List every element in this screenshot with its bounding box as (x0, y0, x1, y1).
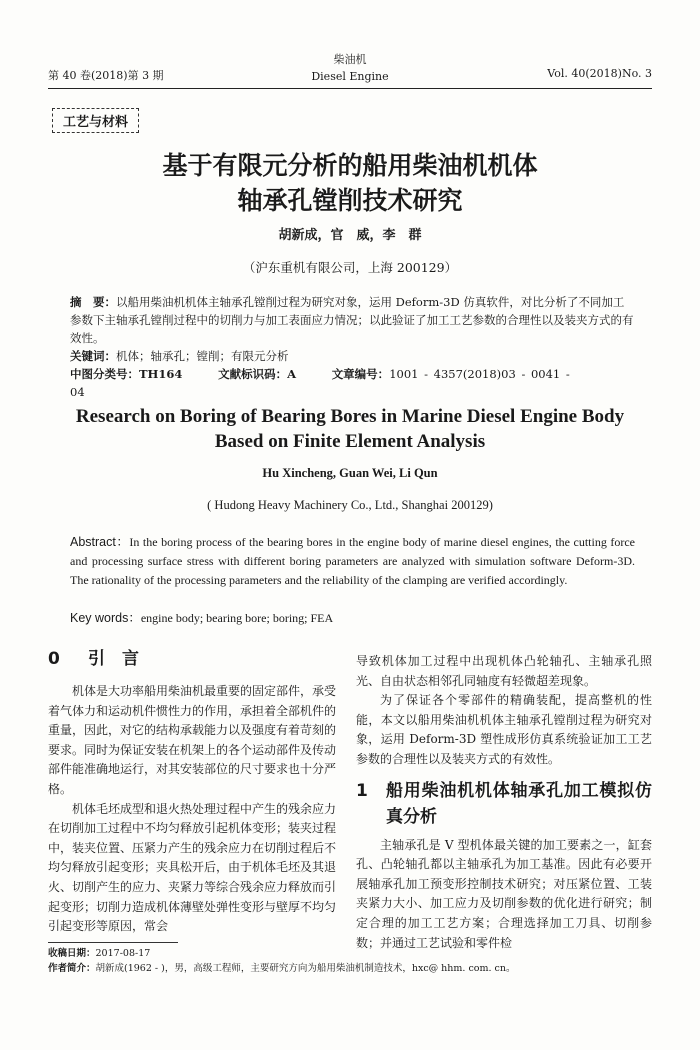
title-en (0, 404, 700, 454)
title-en-line-2: Based on Finite Element Analysis (214, 431, 486, 452)
clc-number: 中图分类号：TH164 (70, 367, 183, 381)
abstract-en-label: Abstract： (70, 535, 130, 549)
section-0-title: 引 言 (88, 649, 139, 669)
footnotes (48, 946, 652, 976)
keywords-en (70, 609, 635, 628)
abstract-cn (70, 293, 635, 347)
keywords-cn-text: 机体；轴承孔；镗削；有限元分析 (116, 349, 289, 363)
keywords-cn (70, 347, 635, 365)
received-date: 收稿日期：2017-08-17 (48, 948, 151, 959)
section-0-number: 0 (48, 649, 60, 669)
section-0-paragraph-1: 机体是大功率船用柴油机最重要的固定部件，承受着气体力和运动机件惯性力的作用，承担着全部机件的重量，因此，对它的结构承载能力以及强度有着苛刻的要求。同时为保证安装在机架上的各个运动部件及传动部件能准确地运行，对其安装部位的尺寸要求也十分严格。 (48, 684, 337, 796)
journal-volume-cn: 第 40 卷(2018)第 3 期 (48, 69, 164, 82)
affiliation-cn: （沪东重机有限公司，上海 200129） (242, 260, 458, 275)
keywords-cn-label: 关键词： (70, 349, 116, 363)
section-1-number: 1 (356, 780, 368, 801)
section-tag: 工艺与材料 (52, 108, 139, 133)
abstract-cn-text: 以船用柴油机机体主轴承孔镗削过程为研究对象，运用 Deform-3D 仿真软件，对比分析了不同加工参数下主轴承孔镗削过程中的切削力与加工表面应力情况；以此验证了加工工艺参数的合理性以及装夹方式的有效性。 (70, 295, 634, 345)
title-cn (0, 148, 700, 218)
author-bio: 作者简介：胡新成(1962 - )，男，高级工程师，主要研究方向为船用柴油机制造技术，hxc@ hhm. com. cn。 (48, 963, 516, 974)
journal-name-cn: 柴油机 (333, 53, 367, 66)
header-rule (48, 88, 652, 89)
article-number: 文章编号：1001 - 4357(2018)03 - 0041 - 04 (70, 367, 570, 399)
journal-name-en: Diesel Engine (311, 70, 389, 83)
abstract-en-text: In the boring process of the bearing bores in the engine body of marine diesel engines, the cutting force and processing surface stress with different boring parameters are analyzed with simulation software Deform-3D. The rationality of the processing parameters and the reliability of the clamping are verified accordingly. (70, 535, 635, 587)
section-0-heading (48, 646, 336, 672)
title-cn-line-2: 轴承孔镗削技术研究 (237, 186, 463, 215)
abstract-cn-label: 摘 要： (70, 295, 116, 309)
paragraph-purpose: 为了保证各个零部件的精确装配，提高整机的性能，本文以船用柴油机机体主轴承孔镗削过程为研究对象，运用 Deform-3D 塑性成形仿真系统验证加工工艺参数的合理性以及装夹方式的有效性。 (356, 693, 652, 766)
section-0-paragraph-2: 机体毛坯成型和退火热处理过程中产生的残余应力在切削加工过程中不均匀释放引起机体变形；装夹过程中，装夹位置、压紧力产生的残余应力在切削过程后不均匀释放引起变形；夹具松开后，由于机体毛坯及其退火、切削产生的应力、夹紧力等综合残余应力释放而引起变形；切削力造成机体薄壁处弹性变形与壁厚不均匀引起变形等原因，常会 (48, 801, 337, 934)
title-en-line-1: Research on Boring of Bearing Bores in Marine Diesel Engine Body (75, 406, 625, 427)
section-1-title: 船用柴油机机体轴承孔加工模拟仿真分析 (386, 780, 652, 827)
title-cn-line-1: 基于有限元分析的船用柴油机机体 (162, 151, 538, 180)
section-1-paragraph-1: 主轴承孔是 V 型机体最关键的加工要素之一，缸套孔、凸轮轴孔都以主轴承孔为加工基准。因此有必要开展轴承孔加工预变形控制技术研究；对压紧位置、工装夹紧力大小、加工应力及切削参数的优化进行研究；制定合理的加工工艺方案；合理选择加工刀具、切削参数；并通过工艺试验和零件检 (356, 837, 652, 950)
body-left-column (48, 646, 336, 937)
paragraph-continuation: 导致机体加工过程中出现机体凸轮轴孔、主轴承孔照光、自由状态相邻孔同轴度有轻微超差现象。 (356, 654, 652, 688)
abstract-en (70, 533, 635, 590)
footnote-rule (48, 942, 178, 943)
keywords-en-label: Key words： (70, 611, 141, 625)
section-1-heading (356, 778, 652, 830)
journal-volume-en: Vol. 40(2018)No. 3 (547, 67, 652, 80)
affiliation-en: ( Hudong Heavy Machinery Co., Ltd., Shanghai 200129) (207, 498, 493, 512)
authors-en: Hu Xincheng, Guan Wei, Li Qun (262, 466, 438, 480)
document-code: 文献标识码：A (218, 367, 297, 381)
classification-line (70, 365, 635, 401)
body-right-column (356, 652, 652, 953)
keywords-en-text: engine body; bearing bore; boring; FEA (140, 611, 334, 625)
authors-cn: 胡新成，官 威，李 群 (278, 228, 422, 243)
